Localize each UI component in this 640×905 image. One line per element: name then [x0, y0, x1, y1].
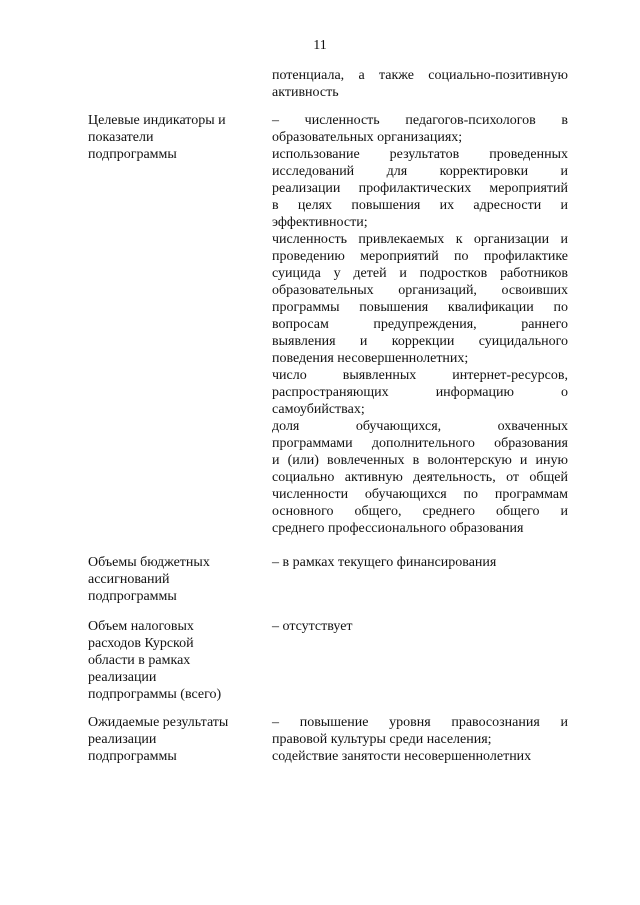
label-line: показатели: [88, 130, 154, 145]
text-line: образовательных организациях;: [272, 130, 463, 145]
row-content-budget: [272, 554, 568, 571]
text-line: численности обучающихся по программам: [272, 487, 568, 502]
text-line: число выявленных интернет-ресурсов,: [272, 368, 568, 383]
label-line: ассигнований: [88, 572, 170, 587]
row-label-results: [88, 714, 248, 765]
text-line: эффективности;: [272, 215, 368, 230]
row-content-results: [272, 714, 568, 765]
label-line: реализации: [88, 670, 157, 685]
indicator-paragraph: [272, 367, 568, 418]
label-line: расходов Курской: [88, 636, 194, 651]
text-line: и (или) вовлеченных в волонтерскую и иную: [272, 453, 568, 468]
text-line: доля обучающихся, охваченных: [272, 419, 568, 434]
text-line: в целях повышения их адресности и: [272, 198, 568, 213]
text-line: основного общего, среднего общего и: [272, 504, 568, 519]
label-line: области в рамках: [88, 653, 191, 668]
text-line: – численность педагогов-психологов в: [272, 113, 568, 128]
text-line: численность привлекаемых к организации и: [272, 232, 568, 247]
text-line: содействие занятости несовершеннолетних: [272, 749, 532, 764]
text-line: среднего профессионального образования: [272, 521, 524, 536]
text-line: программами дополнительного образования: [272, 436, 568, 451]
label-line: Объем налоговых: [88, 619, 194, 634]
row-content-indicators: [272, 112, 568, 537]
text-line: социально активную деятельность, от общей: [272, 470, 568, 485]
label-line: подпрограммы: [88, 147, 177, 162]
text-line: распространяющих информацию о: [272, 385, 568, 400]
text-line: потенциала, а также социально-позитивную: [272, 68, 568, 83]
label-line: Объемы бюджетных: [88, 555, 210, 570]
text-line: правовой культуры среди населения;: [272, 732, 492, 747]
label-line: Ожидаемые результаты: [88, 715, 229, 730]
text-line: самоубийствах;: [272, 402, 365, 417]
text-line: образовательных организаций, освоивших: [272, 283, 568, 298]
text-line: проведению мероприятий по профилактике: [272, 249, 568, 264]
label-line: подпрограммы: [88, 589, 177, 604]
label-line: Целевые индикаторы и: [88, 113, 226, 128]
text-line: суицида у детей и подростков работников: [272, 266, 568, 281]
text-line: – повышение уровня правосознания и: [272, 715, 568, 730]
text-line: исследований для корректировки и: [272, 164, 568, 179]
text-line: выявления и коррекции суицидального: [272, 334, 568, 349]
text-line: активность: [272, 85, 339, 100]
text-line: поведения несовершеннолетних;: [272, 351, 469, 366]
text-line: реализации профилактических мероприятий: [272, 181, 568, 196]
page-number: 11: [313, 38, 327, 53]
indicator-paragraph: [272, 418, 568, 537]
label-line: подпрограммы (всего): [88, 687, 222, 702]
row-label-indicators: [88, 112, 248, 163]
text-line: вопросам предупреждения, раннего: [272, 317, 568, 332]
indicator-paragraph: [272, 112, 568, 146]
row-label-budget: [88, 554, 248, 605]
text-line: – отсутствует: [272, 619, 353, 634]
label-line: реализации: [88, 732, 157, 747]
row-label-tax: [88, 618, 248, 703]
intro-text: [272, 67, 568, 101]
label-line: подпрограммы: [88, 749, 177, 764]
row-content-tax: [272, 618, 568, 635]
text-line: использование результатов проведенных: [272, 147, 568, 162]
indicator-paragraph: [272, 231, 568, 367]
text-line: программы повышения квалификации по: [272, 300, 568, 315]
text-line: – в рамках текущего финансирования: [272, 555, 497, 570]
indicator-paragraph: [272, 146, 568, 231]
